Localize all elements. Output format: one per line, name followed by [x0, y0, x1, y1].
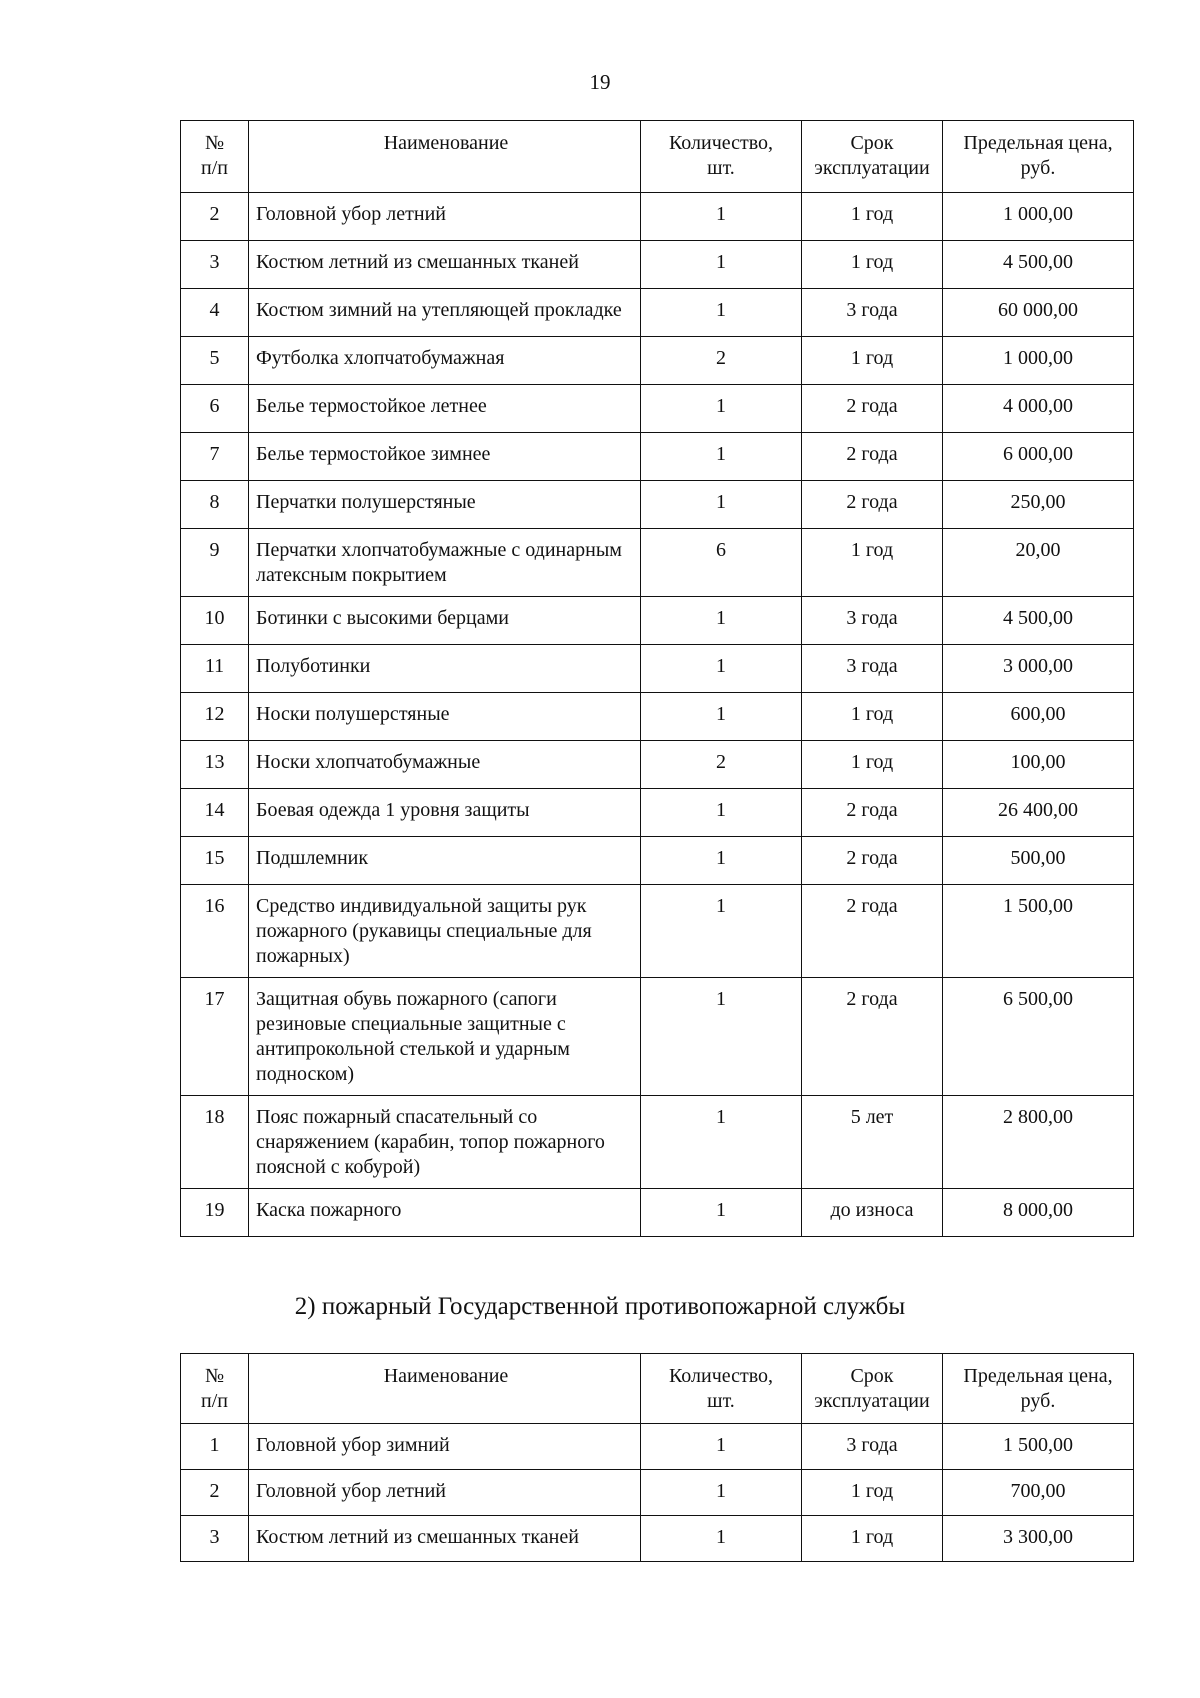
cell-num: 1 — [181, 1424, 249, 1470]
table-row — [181, 241, 1134, 289]
cell-price: 60 000,00 — [943, 289, 1134, 337]
cell-name: Футболка хлопчатобумажная — [249, 337, 641, 385]
cell-num: 5 — [181, 337, 249, 385]
cell-term: 3 года — [802, 1424, 943, 1470]
cell-term: 1 год — [802, 1516, 943, 1562]
table-row — [181, 978, 1134, 1096]
table-header-row — [181, 1354, 1134, 1424]
cell-quantity: 1 — [641, 241, 802, 289]
cell-num: 14 — [181, 789, 249, 837]
cell-name: Белье термостойкое зимнее — [249, 433, 641, 481]
cell-name: Перчатки хлопчатобумажные с одинарным латексным покрытием — [249, 529, 641, 597]
cell-name: Головной убор летний — [249, 1470, 641, 1516]
table-row — [181, 193, 1134, 241]
cell-quantity: 1 — [641, 693, 802, 741]
cell-term: 2 года — [802, 978, 943, 1096]
cell-quantity: 1 — [641, 645, 802, 693]
cell-quantity: 1 — [641, 385, 802, 433]
table-row — [181, 693, 1134, 741]
cell-num: 6 — [181, 385, 249, 433]
table-row — [181, 837, 1134, 885]
cell-quantity: 1 — [641, 193, 802, 241]
cell-price: 4 500,00 — [943, 597, 1134, 645]
cell-price: 1 000,00 — [943, 193, 1134, 241]
header-term: Срок эксплуатации — [802, 1354, 943, 1424]
cell-price: 6 500,00 — [943, 978, 1134, 1096]
table-header-row — [181, 121, 1134, 193]
table-body — [181, 1424, 1134, 1562]
cell-price: 6 000,00 — [943, 433, 1134, 481]
cell-num: 2 — [181, 193, 249, 241]
cell-num: 8 — [181, 481, 249, 529]
cell-quantity: 1 — [641, 1470, 802, 1516]
cell-term: 1 год — [802, 193, 943, 241]
table-row — [181, 289, 1134, 337]
cell-price: 26 400,00 — [943, 789, 1134, 837]
cell-price: 100,00 — [943, 741, 1134, 789]
cell-quantity: 1 — [641, 289, 802, 337]
cell-num: 11 — [181, 645, 249, 693]
table-row — [181, 885, 1134, 978]
cell-price: 600,00 — [943, 693, 1134, 741]
header-quantity: Количество, шт. — [641, 121, 802, 193]
cell-num: 7 — [181, 433, 249, 481]
cell-term: 1 год — [802, 1470, 943, 1516]
table-row — [181, 741, 1134, 789]
cell-quantity: 1 — [641, 1516, 802, 1562]
cell-name: Боевая одежда 1 уровня защиты — [249, 789, 641, 837]
cell-term: 1 год — [802, 529, 943, 597]
cell-quantity: 1 — [641, 597, 802, 645]
cell-name: Защитная обувь пожарного (сапоги резиновые специальные защитные с антипрокольной стелькой и ударным подноском) — [249, 978, 641, 1096]
cell-quantity: 1 — [641, 481, 802, 529]
table-row — [181, 1096, 1134, 1189]
cell-quantity: 2 — [641, 337, 802, 385]
table-row — [181, 385, 1134, 433]
header-quantity: Количество, шт. — [641, 1354, 802, 1424]
header-name: Наименование — [249, 121, 641, 193]
table-body — [181, 193, 1134, 1237]
cell-quantity: 1 — [641, 1424, 802, 1470]
cell-quantity: 6 — [641, 529, 802, 597]
cell-price: 1 500,00 — [943, 885, 1134, 978]
header-price: Предельная цена, руб. — [943, 121, 1134, 193]
cell-price: 3 300,00 — [943, 1516, 1134, 1562]
cell-term: 2 года — [802, 481, 943, 529]
header-name: Наименование — [249, 1354, 641, 1424]
cell-name: Белье термостойкое летнее — [249, 385, 641, 433]
cell-price: 8 000,00 — [943, 1189, 1134, 1237]
header-num: № п/п — [181, 121, 249, 193]
cell-name: Головной убор зимний — [249, 1424, 641, 1470]
cell-term: 2 года — [802, 433, 943, 481]
cell-name: Головной убор летний — [249, 193, 641, 241]
cell-term: 3 года — [802, 597, 943, 645]
header-term: Срок эксплуатации — [802, 121, 943, 193]
cell-price: 2 800,00 — [943, 1096, 1134, 1189]
cell-quantity: 1 — [641, 1189, 802, 1237]
table-row — [181, 1424, 1134, 1470]
equipment-table-1 — [180, 120, 1134, 1237]
cell-num: 2 — [181, 1470, 249, 1516]
cell-name: Пояс пожарный спасательный со снаряжением (карабин, топор пожарного поясной с кобурой) — [249, 1096, 641, 1189]
cell-name: Полуботинки — [249, 645, 641, 693]
cell-num: 3 — [181, 1516, 249, 1562]
cell-num: 3 — [181, 241, 249, 289]
cell-term: 2 года — [802, 837, 943, 885]
cell-name: Ботинки с высокими берцами — [249, 597, 641, 645]
cell-price: 700,00 — [943, 1470, 1134, 1516]
cell-term: 2 года — [802, 789, 943, 837]
cell-num: 9 — [181, 529, 249, 597]
cell-term: 5 лет — [802, 1096, 943, 1189]
cell-term: до износа — [802, 1189, 943, 1237]
cell-num: 12 — [181, 693, 249, 741]
cell-price: 4 500,00 — [943, 241, 1134, 289]
table-row — [181, 337, 1134, 385]
cell-quantity: 1 — [641, 1096, 802, 1189]
cell-num: 15 — [181, 837, 249, 885]
cell-price: 4 000,00 — [943, 385, 1134, 433]
cell-name: Средство индивидуальной защиты рук пожарного (рукавицы специальные для пожарных) — [249, 885, 641, 978]
cell-num: 18 — [181, 1096, 249, 1189]
cell-name: Костюм летний из смешанных тканей — [249, 1516, 641, 1562]
header-num: № п/п — [181, 1354, 249, 1424]
cell-term: 1 год — [802, 741, 943, 789]
cell-quantity: 1 — [641, 978, 802, 1096]
cell-num: 10 — [181, 597, 249, 645]
cell-num: 4 — [181, 289, 249, 337]
cell-term: 2 года — [802, 385, 943, 433]
cell-name: Носки хлопчатобумажные — [249, 741, 641, 789]
cell-name: Каска пожарного — [249, 1189, 641, 1237]
cell-num: 17 — [181, 978, 249, 1096]
table-row — [181, 1470, 1134, 1516]
table-row — [181, 1189, 1134, 1237]
cell-quantity: 1 — [641, 837, 802, 885]
page-number: 19 — [589, 70, 611, 94]
cell-name: Подшлемник — [249, 837, 641, 885]
cell-price: 250,00 — [943, 481, 1134, 529]
cell-price: 1 500,00 — [943, 1424, 1134, 1470]
cell-term: 1 год — [802, 241, 943, 289]
cell-name: Перчатки полушерстяные — [249, 481, 641, 529]
table-row — [181, 529, 1134, 597]
cell-term: 1 год — [802, 693, 943, 741]
cell-quantity: 1 — [641, 885, 802, 978]
equipment-table-2 — [180, 1353, 1134, 1562]
cell-price: 3 000,00 — [943, 645, 1134, 693]
table-row — [181, 789, 1134, 837]
table-row — [181, 481, 1134, 529]
cell-num: 16 — [181, 885, 249, 978]
cell-num: 13 — [181, 741, 249, 789]
cell-term: 3 года — [802, 289, 943, 337]
table-row — [181, 433, 1134, 481]
cell-quantity: 1 — [641, 789, 802, 837]
cell-price: 1 000,00 — [943, 337, 1134, 385]
cell-name: Костюм летний из смешанных тканей — [249, 241, 641, 289]
table-row — [181, 597, 1134, 645]
cell-name: Носки полушерстяные — [249, 693, 641, 741]
cell-quantity: 1 — [641, 433, 802, 481]
table-row — [181, 645, 1134, 693]
cell-name: Костюм зимний на утепляющей прокладке — [249, 289, 641, 337]
table-row — [181, 1516, 1134, 1562]
cell-num: 19 — [181, 1189, 249, 1237]
section-title: 2) пожарный Государственной противопожарной службы — [294, 1293, 906, 1320]
cell-price: 500,00 — [943, 837, 1134, 885]
header-price: Предельная цена, руб. — [943, 1354, 1134, 1424]
cell-price: 20,00 — [943, 529, 1134, 597]
cell-term: 1 год — [802, 337, 943, 385]
cell-term: 2 года — [802, 885, 943, 978]
cell-term: 3 года — [802, 645, 943, 693]
cell-quantity: 2 — [641, 741, 802, 789]
